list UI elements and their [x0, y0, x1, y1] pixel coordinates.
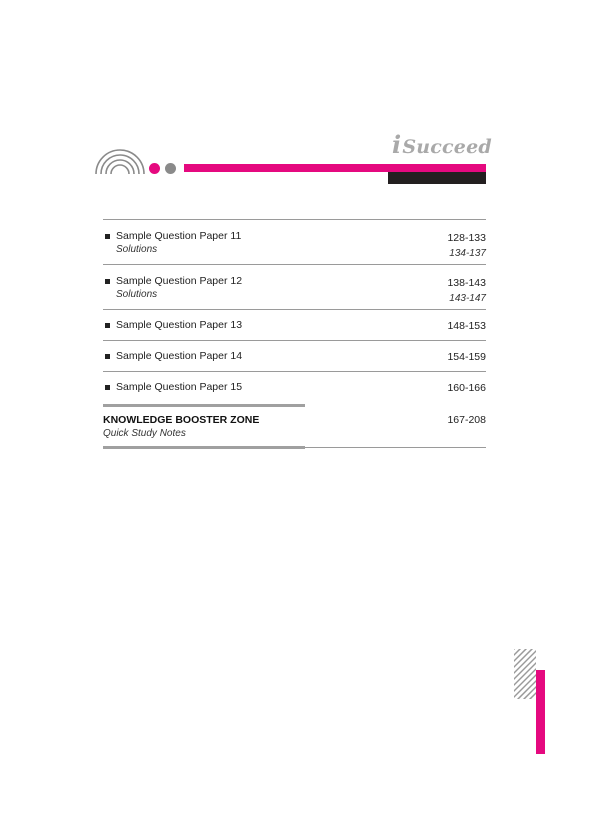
header-black-bar [388, 172, 486, 184]
entry-pages: 160-166 [447, 382, 486, 394]
table-of-contents [103, 219, 486, 449]
pink-dot [149, 163, 160, 174]
entry-pages: 128-133 [447, 232, 486, 244]
bottom-rule-group [103, 446, 486, 449]
arcs-decoration-icon [93, 148, 147, 176]
brand-logo [392, 130, 492, 159]
entry-title: Sample Question Paper 15 [116, 381, 243, 393]
entry-subtitle: Solutions [116, 289, 158, 300]
section-pages: 167-208 [447, 414, 486, 426]
gray-dot [165, 163, 176, 174]
section-title: KNOWLEDGE BOOSTER ZONE [103, 414, 260, 426]
toc-entry-knowledge-booster[interactable] [103, 407, 486, 446]
square-bullet-icon [105, 323, 110, 328]
entry-pages: 154-159 [447, 351, 486, 363]
header-pink-bar [184, 164, 486, 172]
section-divider-thick [103, 446, 305, 449]
toc-entry-sqp13[interactable] [103, 310, 486, 340]
square-bullet-icon [105, 279, 110, 284]
section-subtitle: Quick Study Notes [103, 428, 186, 439]
entry-title: Sample Question Paper 13 [116, 319, 243, 331]
hatch-pattern-icon [514, 649, 536, 699]
square-bullet-icon [105, 354, 110, 359]
toc-entry-sqp11[interactable] [103, 220, 486, 264]
entry-subtitle-pages: 143-147 [449, 293, 486, 304]
entry-title: Sample Question Paper 14 [116, 350, 243, 362]
entry-subtitle-pages: 134-137 [449, 248, 486, 259]
toc-entry-sqp14[interactable] [103, 341, 486, 371]
toc-entry-sqp12[interactable] [103, 265, 486, 309]
entry-title: Sample Question Paper 11 [116, 230, 242, 242]
entry-title: Sample Question Paper 12 [116, 275, 243, 287]
side-pink-bar [536, 670, 545, 754]
square-bullet-icon [105, 385, 110, 390]
entry-pages: 138-143 [447, 277, 486, 289]
toc-entry-sqp15[interactable] [103, 372, 486, 404]
square-bullet-icon [105, 234, 110, 239]
entry-pages: 148-153 [447, 320, 486, 332]
brand-name: Succeed [402, 136, 492, 158]
brand-i-letter: i [392, 130, 402, 159]
entry-subtitle: Solutions [116, 244, 158, 255]
